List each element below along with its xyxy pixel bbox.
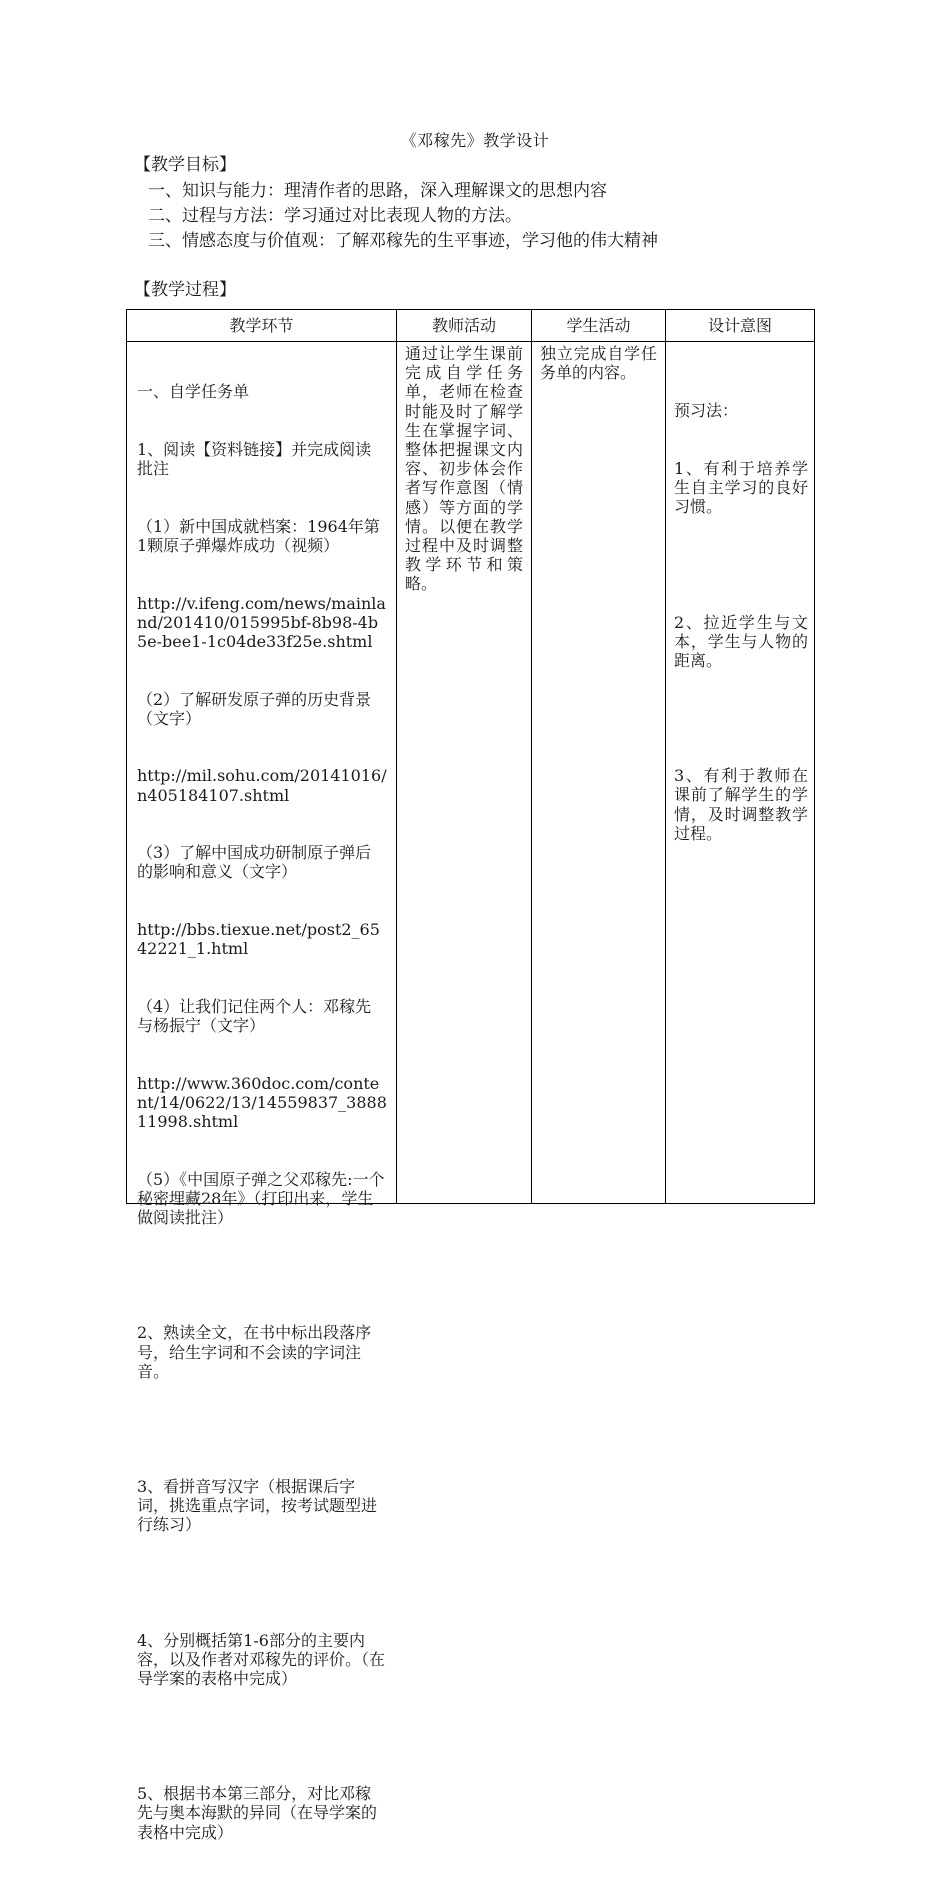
resource-link[interactable]: http://www.360doc.com/content/14/0622/13/14559837_388811998.shtml [137, 1073, 387, 1132]
stage-line: （2）了解研发原子弹的历史背景（文字） [137, 689, 372, 728]
spacer [137, 1266, 387, 1285]
spacer [674, 709, 808, 728]
page-title: 《邓稼先》教学设计 [400, 131, 550, 150]
header-student: 学生活动 [566, 316, 631, 335]
stage-line: 4、分别概括第1-6部分的主要内容，以及作者对邓稼先的评价。（在导学案的表格中完成） [137, 1630, 386, 1688]
stage-line: 3、看拼音写汉字（根据课后字词，挑选重点字词，按考试题型进行练习） [137, 1476, 378, 1535]
stage-line: 2、熟读全文，在书中标出段落序号，给生字词和不会读的字词注音。 [137, 1323, 372, 1381]
student-activity-cell: 独立完成自学任务单的内容。 [540, 344, 657, 383]
header-intent: 设计意图 [707, 316, 772, 335]
header-divider [127, 341, 814, 342]
intent-line: 预习法： [674, 401, 739, 421]
design-intent-cell [674, 363, 808, 881]
teacher-activity-cell: 通过让学生课前完成自学任务单，老师在检查时能及时了解学生在掌握字词、整体把握课文内容、初步体会作者写作意图（情感）等方面的学情。以便在教学过程中及时调整教学环节和策略。 [405, 344, 523, 594]
stage-line: 1、阅读【资料链接】并完成阅读批注 [137, 440, 372, 479]
resource-link[interactable]: http://v.ifeng.com/news/mainland/201410/015995bf-8b98-4b5e-bee1-1c04de33f25e.shtml [137, 593, 386, 652]
resource-link[interactable]: http://mil.sohu.com/20141016/n405184107.shtml [137, 766, 387, 805]
resource-link[interactable]: http://bbs.tiexue.net/post2_6542221_1.html [137, 920, 380, 959]
stage-line: 一、自学任务单 [137, 382, 250, 402]
intent-line: 2、拉近学生与文本，学生与人物的距离。 [674, 612, 808, 671]
spacer [137, 1573, 387, 1592]
column-divider [665, 310, 666, 1203]
stage-cell [137, 344, 387, 1880]
goals-heading: 【教学目标】 [134, 155, 236, 175]
stage-line: （3）了解中国成功研制原子弹后的影响和意义（文字） [137, 843, 372, 882]
stage-line: 5、根据书本第三部分，对比邓稼先与奥本海默的异同（在导学案的表格中完成） [137, 1784, 378, 1842]
spacer [674, 555, 808, 574]
column-divider [531, 310, 532, 1203]
intent-line: 3、有利于教师在课前了解学生的学情，及时调整教学过程。 [674, 766, 808, 843]
header-stage: 教学环节 [229, 316, 294, 335]
goal-process: 二、过程与方法：学习通过对比表现人物的方法。 [148, 206, 522, 226]
goal-knowledge: 一、知识与能力：理清作者的思路，深入理解课文的思想内容 [148, 181, 607, 201]
header-teacher: 教师活动 [431, 316, 496, 335]
goal-attitude: 三、情感态度与价值观：了解邓稼先的生平事迹，学习他的伟大精神 [148, 231, 658, 251]
stage-line: （1）新中国成就档案：1964年第1颗原子弹爆炸成功（视频） [137, 516, 380, 556]
spacer [137, 1419, 387, 1438]
intent-line: 1、有利于培养学生自主学习的良好习惯。 [674, 459, 808, 517]
stage-line: （5）《中国原子弹之父邓稼先:一个秘密埋藏28年》（打印出来，学生做阅读批注） [137, 1169, 385, 1228]
stage-line: （4）让我们记住两个人：邓稼先与杨振宁（文字） [137, 996, 372, 1036]
column-divider [396, 310, 397, 1203]
process-heading: 【教学过程】 [134, 280, 236, 300]
teaching-process-table [126, 309, 815, 1842]
spacer [137, 1727, 387, 1746]
